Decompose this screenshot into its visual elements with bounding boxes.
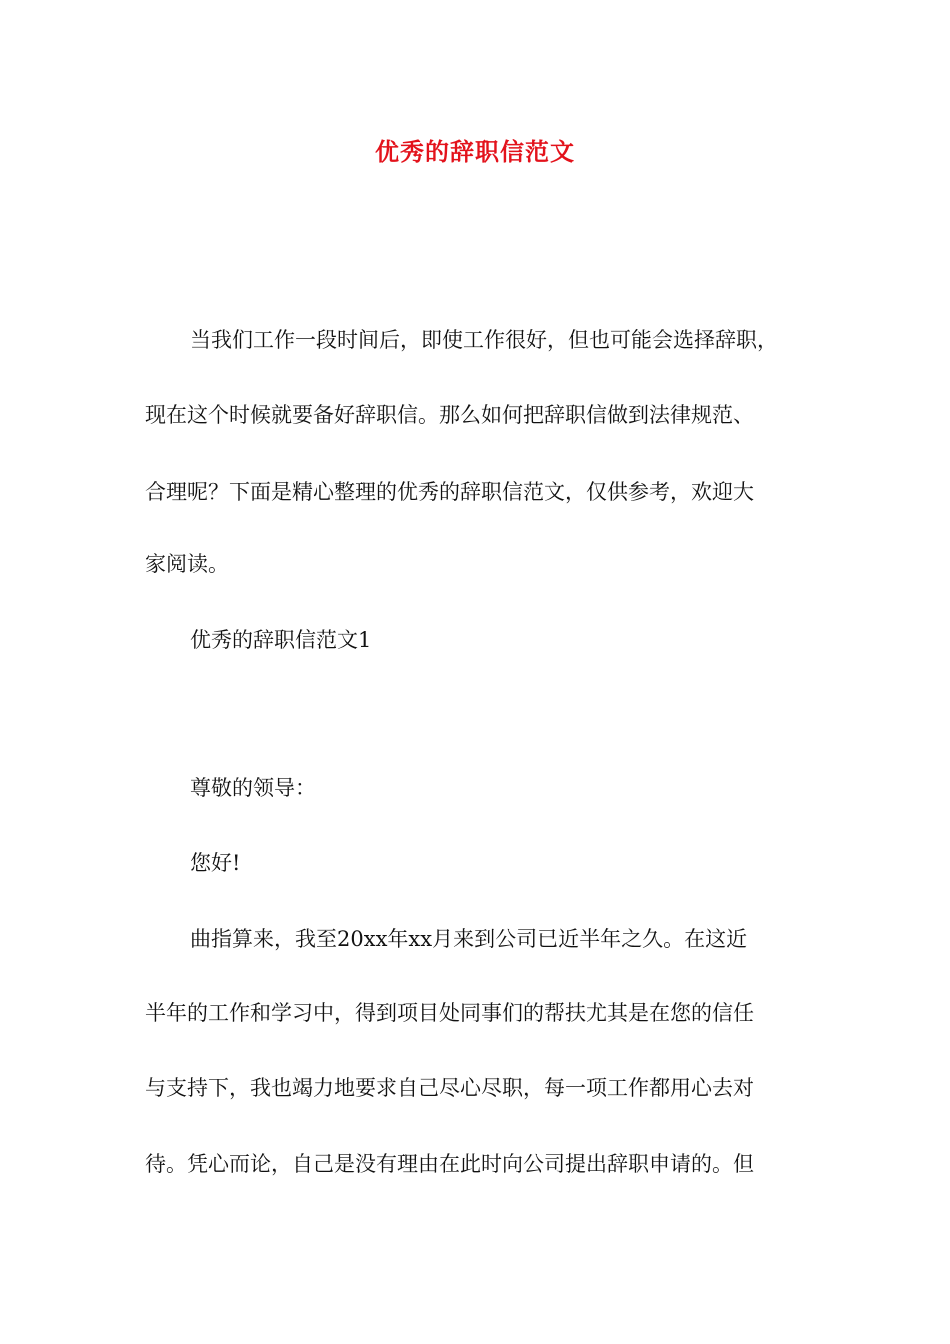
paragraph-line: 合理呢？下面是精心整理的优秀的辞职信范文，仅供参考，欢迎大 [145,480,754,504]
paragraph-line: 与支持下，我也竭力地要求自己尽心尽职，每一项工作都用心去对 [145,1076,754,1100]
salutation: 尊敬的领导： [190,776,316,800]
paragraph-line: 当我们工作一段时间后，即使工作很好，但也可能会选择辞职， [190,328,778,352]
paragraph-line: 半年的工作和学习中，得到项目处同事们的帮扶尤其是在您的信任 [145,1001,754,1025]
section-heading: 优秀的辞职信范文1 [190,628,372,652]
greeting: 您好! [190,851,241,875]
document-title: 优秀的辞职信范文 [375,137,575,166]
paragraph-line: 曲指算来，我至20xx年xx月来到公司已近半年之久。在这近 [190,927,748,951]
paragraph-line: 家阅读。 [145,552,229,576]
paragraph-line: 待。凭心而论，自己是没有理由在此时向公司提出辞职申请的。但 [145,1152,754,1176]
paragraph-line: 现在这个时候就要备好辞职信。那么如何把辞职信做到法律规范、 [145,403,754,427]
